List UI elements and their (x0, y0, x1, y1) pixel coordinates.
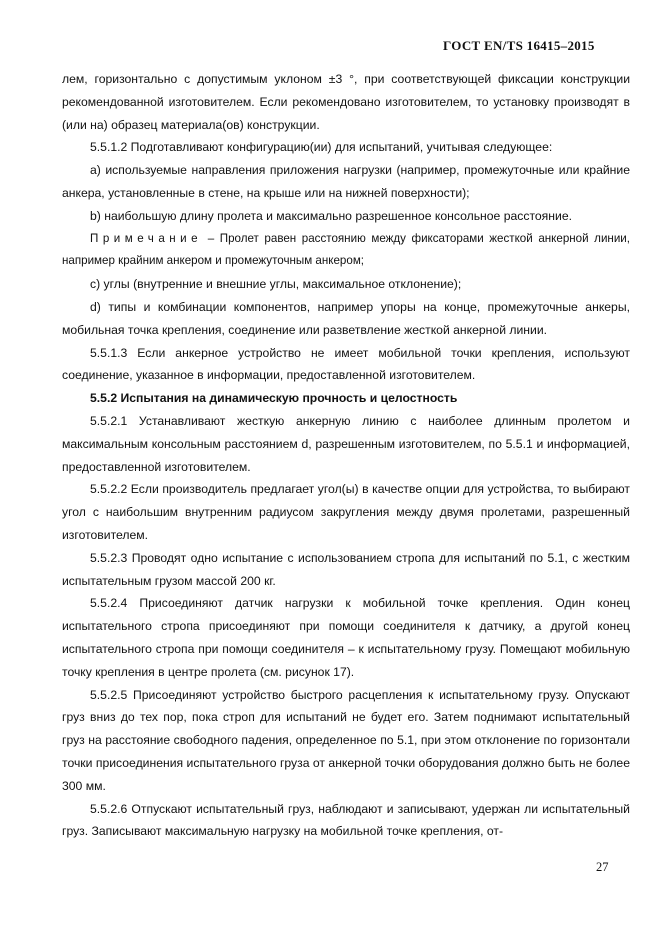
paragraph-5-5-2-5: 5.5.2.5 Присоединяют устройство быстрого расцепления к испытательному грузу. Опускают груз вниз до тех пор, пока строп для испытаний не будет его. Затем поднимают испытательный груз на расстояние свободного падения, определенное по 5.1, при этом отклонение по горизонтали точки присоединения испытательного груза от анкерной точки оборудования должно быть не более 300 мм. (62, 687, 630, 793)
paragraph-continuation: лем, горизонтально с допустимым уклоном ±3 °, при соответствующей фиксации конструкции рекомендованной изготовителем. Если рекомендовано изготовителем, то установку производят в (или на) образец материала(ов) конструкции. (62, 72, 630, 132)
paragraph-5-5-1-2: 5.5.1.2 Подготавливают конфигурацию(ии) для испытаний, учитывая следующее: (90, 140, 553, 155)
paragraph-5-5-2-6: 5.5.2.6 Отпускают испытательный груз, наблюдают и записывают, удержан ли испытательный груз. Записывают максимальную нагрузку на мобильной точке крепления, от- (62, 801, 630, 839)
list-item-d: d) типы и комбинации компонентов, например упоры на конце, промежуточные анкеры, мобильная точка крепления, соединение или разветвление жесткой анкерной линии. (62, 299, 630, 337)
paragraph-5-5-2-3: 5.5.2.3 Проводят одно испытание с использованием стропа для испытаний по 5.1, с жестким испытательным грузом массой 200 кг. (62, 550, 630, 588)
list-item-a: a) используемые направления приложения нагрузки (например, промежуточные или крайние анкера, установленные в стене, на крыше или на нижней поверхности); (62, 163, 630, 200)
paragraph-5-5-1-3: 5.5.1.3 Если анкерное устройство не имеет мобильной точки крепления, используют соединение, указанное в информации, предоставленной изготовителем. (62, 345, 630, 383)
note-text: – Пролет равен расстоянию между фиксаторами жесткой анкерной линии, например крайним анкером и промежуточным анкером; (62, 231, 630, 268)
body-text (62, 68, 630, 843)
page-number: 27 (596, 860, 609, 874)
note-label: Примечание (90, 231, 203, 245)
paragraph-5-5-2-1: 5.5.2.1 Устанавливают жесткую анкерную линию с наиболее длинным пролетом и максимальным консольным расстоянием d, разрешенным изготовителем, по 5.5.1 и информацией, предоставленной изготовителем. (62, 413, 630, 474)
paragraph-5-5-2-2: 5.5.2.2 Если производитель предлагает угол(ы) в качестве опции для устройства, то выбирают угол с наибольшим внутренним радиусом закругления между двумя пролетами, разрешенный изготовителем. (62, 482, 630, 542)
list-item-c: c) углы (внутренние и внешние углы, максимальное отклонение); (90, 277, 462, 292)
paragraph-5-5-2-4: 5.5.2.4 Присоединяют датчик нагрузки к мобильной точке крепления. Один конец испытательного стропа присоединяют при помощи соединителя к датчику, а другой конец испытательного стропа при помощи соединителя – к испытательному грузу. Помещают мобильную точку крепления в центре пролета (см. рисунок 17). (62, 596, 630, 679)
list-item-b: b) наибольшую длину пролета и максимально разрешенное консольное расстояние. (90, 208, 572, 223)
standard-header: ГОСТ EN/TS 16415–2015 (443, 38, 595, 53)
note-paragraph (62, 228, 630, 274)
section-heading-5-5-2: 5.5.2 Испытания на динамическую прочность и целостность (90, 391, 458, 406)
